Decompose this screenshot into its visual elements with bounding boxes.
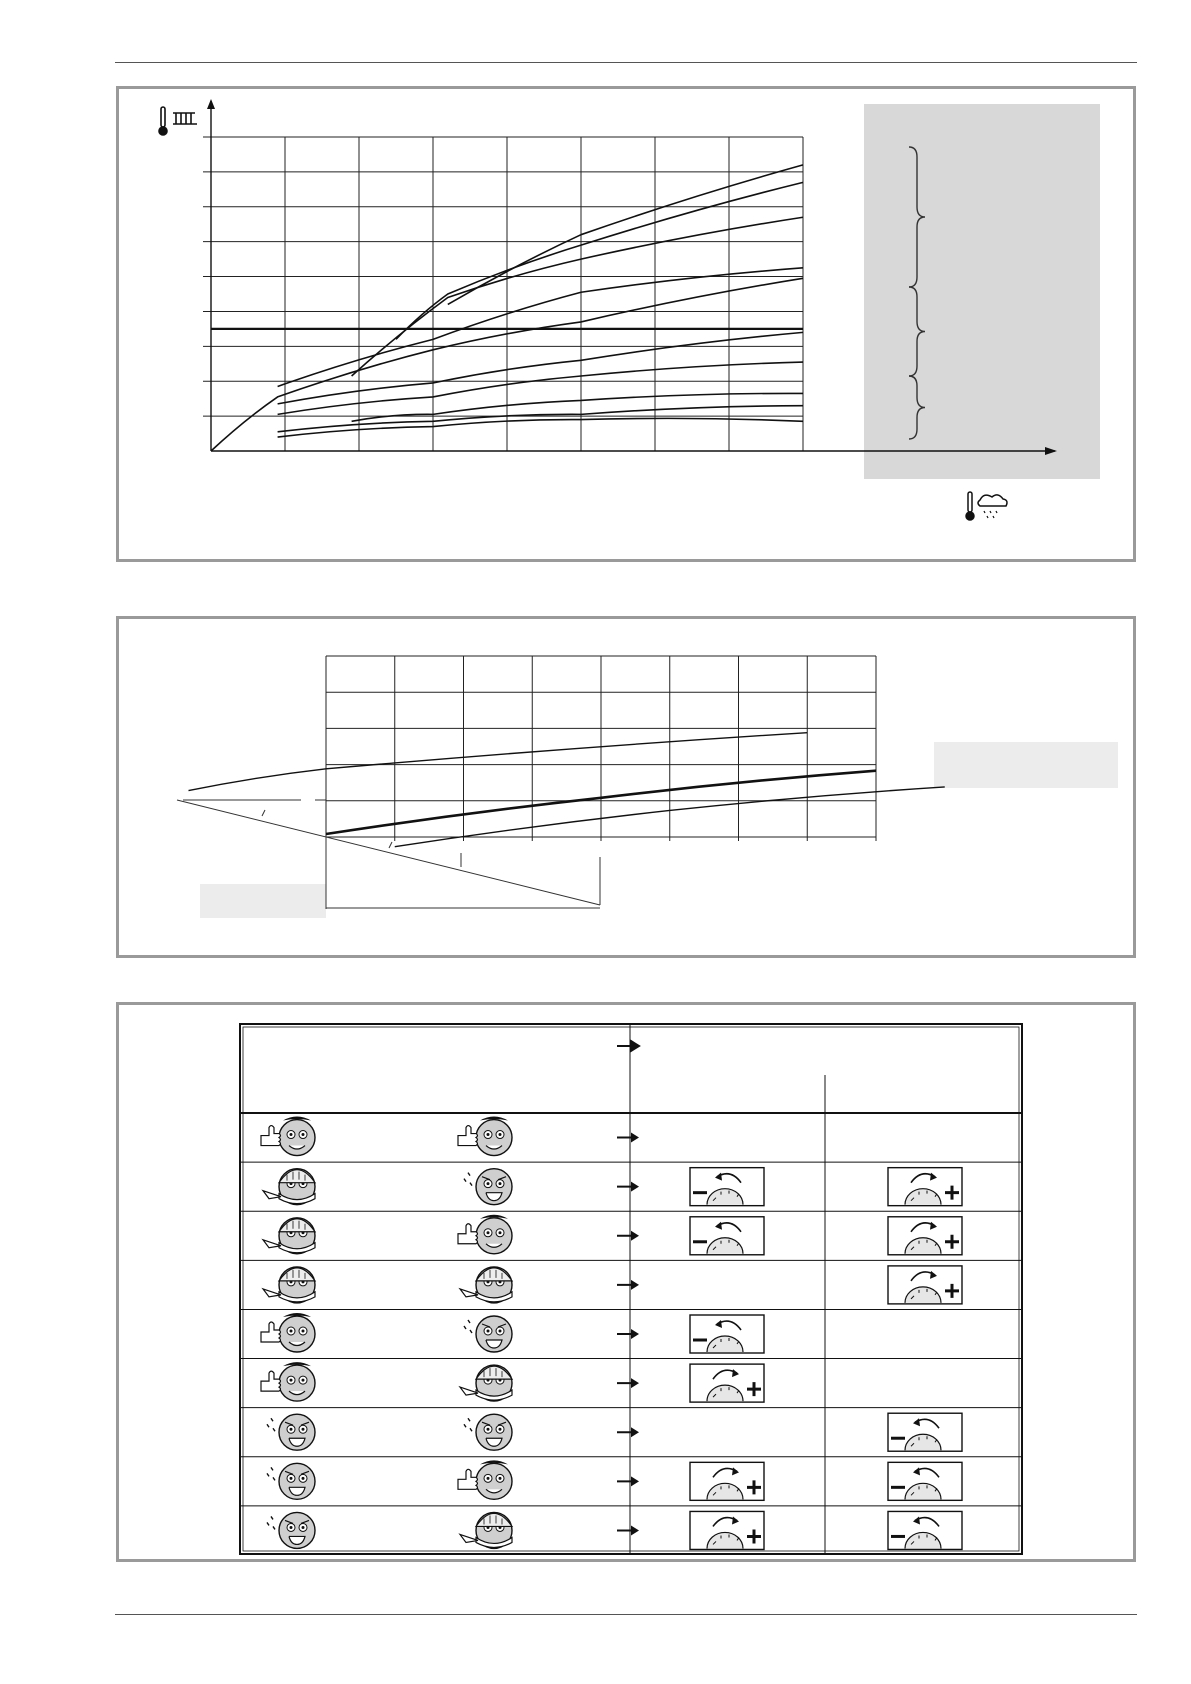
table-row xyxy=(239,1408,1023,1452)
thumbs-up-face xyxy=(261,1362,315,1401)
header-arrow xyxy=(617,1041,639,1051)
pupil xyxy=(499,1428,502,1431)
thumb xyxy=(261,1371,281,1391)
thumb xyxy=(458,1469,478,1489)
pupil xyxy=(499,1133,502,1136)
thumbs-up-face xyxy=(458,1117,512,1156)
pupil xyxy=(499,1330,502,1333)
table-row xyxy=(239,1506,1023,1550)
pupil xyxy=(302,1526,305,1529)
heating-curve-figure xyxy=(116,86,1136,562)
face-circle xyxy=(279,1120,315,1156)
hot-face xyxy=(267,1463,315,1499)
series-curve-10 xyxy=(448,165,803,305)
scarf-tail xyxy=(460,1289,478,1297)
pupil xyxy=(499,1182,502,1185)
knob-minus-icon xyxy=(690,1168,764,1206)
knob-plus-icon xyxy=(888,1168,962,1206)
series-curve-8 xyxy=(352,217,803,376)
scarf-tail xyxy=(263,1240,281,1248)
scarf-tail xyxy=(460,1534,478,1542)
knob-plus-icon xyxy=(888,1217,962,1255)
pupil xyxy=(290,1133,293,1136)
adjustment-figure xyxy=(116,1002,1136,1562)
knob-plus-icon xyxy=(690,1364,764,1402)
parallel-shift-figure xyxy=(116,616,1136,958)
pupil xyxy=(290,1477,293,1480)
face-circle xyxy=(476,1120,512,1156)
pupil xyxy=(290,1428,293,1431)
knob-plus-icon xyxy=(690,1511,764,1549)
knob-minus-icon xyxy=(888,1511,962,1549)
y-axis-arrow xyxy=(207,99,215,109)
row-arrow-head xyxy=(631,1182,639,1192)
pupil xyxy=(302,1428,305,1431)
sweat-drops xyxy=(267,1516,275,1529)
pupil xyxy=(290,1330,293,1333)
face-circle xyxy=(279,1365,315,1401)
thumb xyxy=(261,1126,281,1146)
series-curve-5 xyxy=(278,332,803,404)
row-arrow-head xyxy=(631,1378,639,1388)
row-arrow-head xyxy=(631,1231,639,1241)
cold-face xyxy=(263,1267,315,1303)
pupil xyxy=(487,1428,490,1431)
face-circle xyxy=(279,1316,315,1352)
hot-face xyxy=(267,1414,315,1450)
chart-grid xyxy=(326,656,876,841)
left-label-box xyxy=(200,884,326,918)
hat xyxy=(476,1366,512,1379)
hat xyxy=(279,1268,315,1281)
knob-minus-icon xyxy=(888,1413,962,1451)
hat xyxy=(279,1219,315,1232)
adjustment-table xyxy=(239,1023,1023,1555)
right-label-box xyxy=(934,742,1118,788)
hot-face xyxy=(464,1316,512,1352)
row-arrow-head xyxy=(631,1525,639,1535)
chart-series xyxy=(189,733,945,847)
table-row xyxy=(239,1457,1023,1501)
thumb xyxy=(458,1224,478,1244)
table-row xyxy=(239,1309,1023,1353)
pupil xyxy=(302,1330,305,1333)
face-circle xyxy=(476,1218,512,1254)
pupil xyxy=(290,1526,293,1529)
outdoor-thermometer-weather-icon xyxy=(966,492,1007,520)
pupil xyxy=(499,1477,502,1480)
thumb xyxy=(261,1322,281,1342)
heating-curve-chart xyxy=(119,89,1133,559)
hot-face xyxy=(464,1414,512,1450)
hot-face xyxy=(464,1169,512,1205)
bottom-rule xyxy=(115,1614,1137,1615)
knob-minus-icon xyxy=(888,1462,962,1500)
pupil xyxy=(487,1182,490,1185)
table-row xyxy=(239,1162,1023,1206)
row-arrow-head xyxy=(631,1427,639,1437)
pupil xyxy=(487,1231,490,1234)
pupil xyxy=(499,1231,502,1234)
hat xyxy=(279,1170,315,1183)
pupil xyxy=(487,1133,490,1136)
pupil xyxy=(487,1330,490,1333)
knob-plus-icon xyxy=(690,1462,764,1500)
sweat-drops xyxy=(464,1173,472,1186)
knob-plus-icon xyxy=(888,1266,962,1304)
table-row xyxy=(239,1359,1023,1403)
cold-face xyxy=(460,1365,512,1401)
knob-minus-icon xyxy=(690,1217,764,1255)
curve-group-shade xyxy=(864,104,1100,479)
sweat-drops xyxy=(464,1320,472,1333)
pupil xyxy=(290,1379,293,1382)
row-arrow-head xyxy=(631,1476,639,1486)
sweat-drops xyxy=(267,1418,275,1431)
hat xyxy=(476,1268,512,1281)
pupil xyxy=(487,1477,490,1480)
sweat-drops xyxy=(267,1467,275,1480)
scarf-tail xyxy=(460,1387,478,1395)
table-row xyxy=(239,1260,1023,1304)
cold-face xyxy=(263,1218,315,1254)
scarf-tail xyxy=(263,1289,281,1297)
hat xyxy=(476,1513,512,1526)
series-upper-shift xyxy=(189,733,808,791)
row-arrow-head xyxy=(631,1133,639,1143)
row-arrow-head xyxy=(631,1329,639,1339)
shift-ticks xyxy=(262,810,392,848)
thumbs-up-face xyxy=(458,1215,512,1254)
thumbs-up-face xyxy=(261,1117,315,1156)
face-circle xyxy=(476,1463,512,1499)
thumbs-up-face xyxy=(458,1460,512,1499)
sweat-drops xyxy=(464,1418,472,1431)
table-row xyxy=(239,1211,1023,1255)
row-arrow-head xyxy=(631,1280,639,1290)
series-curve-7 xyxy=(278,268,803,387)
series-curve-9 xyxy=(396,182,803,339)
radiator-thermometer-icon xyxy=(159,107,197,135)
parallel-shift-chart xyxy=(119,619,1133,955)
thumbs-up-face xyxy=(261,1313,315,1352)
cold-face xyxy=(263,1169,315,1205)
pupil xyxy=(302,1379,305,1382)
cold-face xyxy=(460,1512,512,1548)
thumb xyxy=(458,1126,478,1146)
knob-minus-icon xyxy=(690,1315,764,1353)
table-row xyxy=(239,1113,1023,1156)
scarf-tail xyxy=(263,1191,281,1199)
pupil xyxy=(302,1477,305,1480)
top-rule xyxy=(115,62,1137,63)
pupil xyxy=(302,1133,305,1136)
cold-face xyxy=(460,1267,512,1303)
hot-face xyxy=(267,1512,315,1548)
